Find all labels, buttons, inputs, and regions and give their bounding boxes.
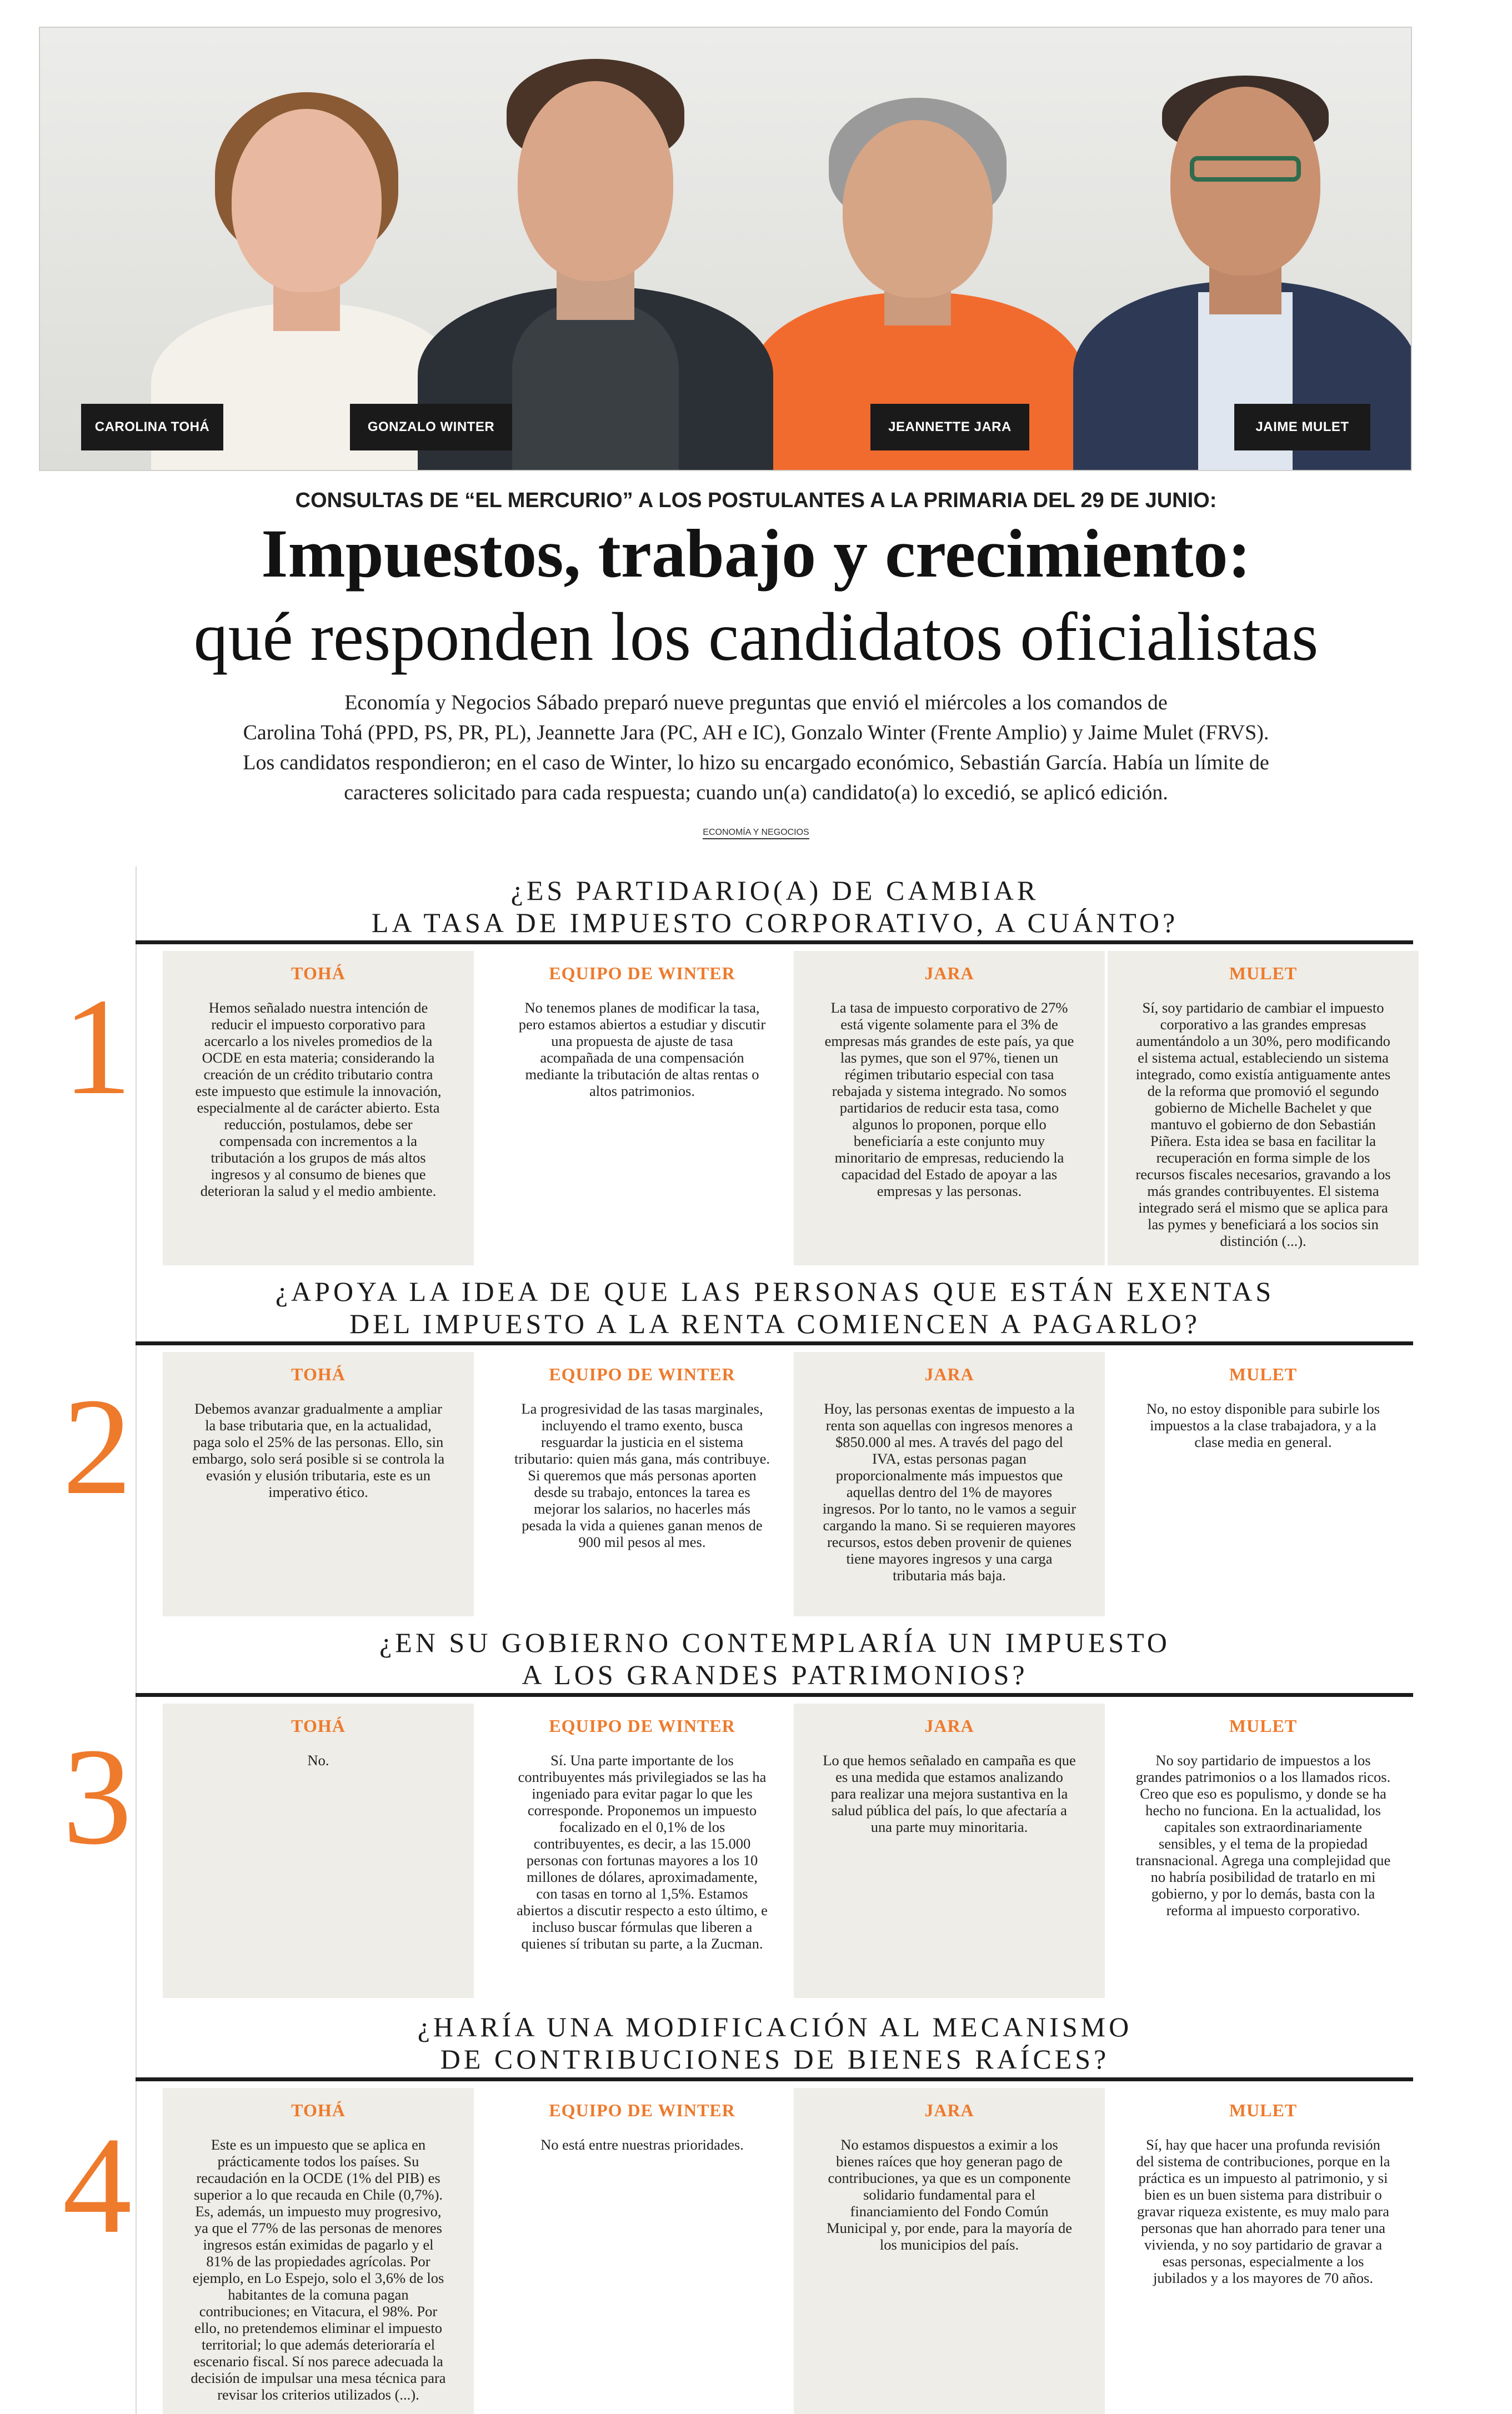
- q3-answer-mulet: [1108, 1704, 1419, 1998]
- q3-head-jara: JARA: [924, 1716, 974, 1736]
- q4-head-winter: EQUIPO DE WINTER: [549, 2100, 735, 2120]
- q2-answer-mulet: [1108, 1352, 1419, 1616]
- question-2-line-2: DEL IMPUESTO A LA RENTA COMIENCEN A PAGARLO?: [349, 1308, 1200, 1339]
- q1-head-toha: TOHÁ: [291, 963, 346, 983]
- q4-head-toha: TOHÁ: [291, 2100, 346, 2120]
- question-1-line-1: ¿ES PARTIDARIO(A) DE CAMBIAR: [510, 875, 1039, 906]
- q3-text-toha: No.: [307, 1752, 329, 1769]
- q1-text-mulet: Sí, soy partidario de cambiar el impuesto corporativo a las grandes empresas aumentándolo a un 30%, pero modificando el sistema actual, estableciendo un sistema integrado, como existía antiguamente antes de la reforma que promovió el segundo gobierno de Michelle Bachelet y que mantuvo el gobierno de don Sebastián Piñera. Esta idea se basa en facilitar la recuperación en forma simple de los recursos fiscales necesarios, gravando a los más grandes contribuyentes. El sistema integrado será el mismo que se aplica para las pymes y beneficiará a los socios sin distinción (...).: [1135, 999, 1391, 1249]
- question-3-rule: [136, 1693, 1413, 1697]
- q3-text-winter: Sí. Una parte importante de los contribuyentes más privilegiados se las ha ingeniado para evitar pagar lo que les corresponde. Proponemos un impuesto focalizado en el 0,1% de los contribuyentes, es decir, a las 15.000 personas con fortunas mayores a los 10 millones de dólares, aproximadamente, con tasas en torno al 1,5%. Estamos abiertos a discutir respecto a esto último, e incluso buscar fórmulas que liberen a quienes sí tributan su parte, a la Zucman.: [517, 1752, 768, 1952]
- question-4-title: [139, 2011, 1411, 2075]
- question-1-number: 1: [62, 970, 132, 1124]
- question-3-line-2: A LOS GRANDES PATRIMONIOS?: [522, 1659, 1028, 1690]
- q1-head-mulet: MULET: [1229, 963, 1298, 983]
- q2-head-mulet: MULET: [1229, 1364, 1298, 1384]
- q4-answer-mulet: [1108, 2088, 1419, 2414]
- question-1-rule: [136, 940, 1413, 944]
- intro-paragraph: [167, 688, 1345, 808]
- q1-answer-winter: [487, 951, 798, 1265]
- question-4-line-1: ¿HARÍA UNA MODIFICACIÓN AL MECANISMO: [417, 2011, 1133, 2042]
- q2-text-mulet: No, no estoy disponible para subirle los impuestos a la clase trabajadora, y a la clase media en general.: [1146, 1400, 1380, 1450]
- question-2-line-1: ¿APOYA LA IDEA DE QUE LAS PERSONAS QUE ESTÁN EXENTAS: [275, 1276, 1275, 1307]
- question-2-number: 2: [62, 1370, 132, 1524]
- q3-head-toha: TOHÁ: [291, 1716, 346, 1736]
- section-label: ECONOMÍA Y NEGOCIOS: [703, 828, 809, 839]
- q1-answer-jara: [794, 951, 1105, 1265]
- q4-text-toha: Este es un impuesto que se aplica en prácticamente todos los países. Su recaudación en la OCDE (1% del PIB) es superior a lo que recauda en Chile (0,7%). Es, además, un impuesto muy progresivo, ya que el 77% de las personas de menores ingresos están eximidas de pagarlo y el 81% de las propiedades agrícolas. Por ejemplo, en Lo Espejo, solo el 3,6% de los habitantes de la comuna pagan contribuciones; en Vitacura, el 98%. Por ello, no pretendemos eliminar el impuesto territorial; lo que además deterioraría el escenario fiscal. Sí nos parece adecuada la decisión de impulsar una mesa técnica para revisar los criterios utilizados (...).: [191, 2136, 446, 2403]
- q1-answer-toha: [163, 951, 474, 1265]
- q2-text-winter: La progresividad de las tasas marginales, incluyendo el tramo exento, busca resguardar la justicia en el sistema tributario: quien más gana, más contribuye. Si queremos que más personas aporten desde su trabajo, entonces la tarea es mejorar los salarios, no hacerles más pesada la vida a quienes ganan menos de 900 mil pesos al mes.: [514, 1400, 770, 1550]
- q1-text-toha: Hemos señalado nuestra intención de reducir el impuesto corporativo para acercarlo a los niveles promedios de la OCDE en esta materia; considerando la creación de un crédito tributario contra este impuesto que estimule la innovación, especialmente al de carácter abierto. Esta reducción, postulamos, debe ser compensada con incrementos a la tributación a los grupos de más altos ingresos y al consumo de bienes que deterioran la salud y el medio ambiente.: [195, 999, 442, 1199]
- candidates-photo: [39, 27, 1412, 471]
- q4-answer-winter: [487, 2088, 798, 2414]
- q1-head-winter: EQUIPO DE WINTER: [549, 963, 735, 983]
- q2-text-toha: Debemos avanzar gradualmente a ampliar la base tributaria que, en la actualidad, paga solo el 25% de las personas. Ello, sin embargo, solo será posible si se controla la evasión y elusión tributaria, este es un imperativo ético.: [192, 1400, 445, 1500]
- q3-answer-jara: [794, 1704, 1105, 1998]
- q1-text-winter: No tenemos planes de modificar la tasa, pero estamos abiertos a estudiar y discutir una propuesta de ajuste de tasa acompañada de una compensación mediante la tributación de altas rentas o altos patrimonios.: [518, 999, 766, 1099]
- question-3-title: [139, 1626, 1411, 1691]
- headline-line-1: Impuestos, trabajo y crecimiento:: [261, 515, 1251, 592]
- q2-head-jara: JARA: [924, 1364, 974, 1384]
- name-tag-jara: JEANNETTE JARA: [870, 404, 1029, 450]
- q3-text-mulet: No soy partidario de impuestos a los grandes patrimonios o a los llamados ricos. Creo que eso es populismo, y donde se ha hecho no funciona. En la actualidad, los capitales son extraordinariamente sensibles, y el tema de la propiedad transnacional. Agrega una complejidad que no habría posibilidad de tratarlo en mi gobierno, y por lo demás, basta con la reforma al impuesto corporativo.: [1135, 1752, 1391, 1919]
- intro-line: caracteres solicitado para cada respuesta; cuando un(a) candidato(a) lo excedió, se aplicó edición.: [344, 781, 1168, 804]
- q4-text-winter: No está entre nuestras prioridades.: [540, 2136, 744, 2153]
- intro-line: Los candidatos respondieron; en el caso de Winter, lo hizo su encargado económico, Sebastián García. Había un límite de: [243, 751, 1269, 774]
- q2-answer-winter: [487, 1352, 798, 1616]
- question-2-title: [139, 1275, 1411, 1340]
- q2-head-winter: EQUIPO DE WINTER: [549, 1364, 735, 1384]
- q4-head-mulet: MULET: [1229, 2100, 1298, 2120]
- q4-text-jara: No estamos dispuestos a eximir a los bienes raíces que hoy generan pago de contribuciones, ya que es un componente solidario fundamental para el financiamiento del Fondo Común Municipal y, por ende, para la mayoría de los municipios del país.: [827, 2136, 1072, 2253]
- question-4-number: 4: [62, 2109, 132, 2262]
- question-4-line-2: DE CONTRIBUCIONES DE BIENES RAÍCES?: [440, 2044, 1110, 2075]
- q3-answer-toha: [163, 1704, 474, 1998]
- question-4-rule: [136, 2077, 1413, 2081]
- question-1-title: [139, 874, 1411, 939]
- headline-line-2: qué responden los candidatos oficialistas: [193, 599, 1319, 675]
- q2-text-jara: Hoy, las personas exentas de impuesto a la renta son aquellas con ingresos menores a $850.000 al mes. A través del pago del IVA, estas personas pagan proporcionalmente más impuestos que aquellas dentro del 1% de mayores ingresos. Por lo tanto, no le vamos a seguir cargando la mano. Si se requieren mayores recursos, estos deben provenir de quienes tiene mayores ingresos y una carga tributaria más baja.: [822, 1400, 1077, 1584]
- q2-answer-toha: [163, 1352, 474, 1616]
- question-3-line-1: ¿EN SU GOBIERNO CONTEMPLARÍA UN IMPUESTO: [379, 1627, 1170, 1658]
- q4-answer-toha: [163, 2088, 474, 2414]
- q4-text-mulet: Sí, hay que hacer una profunda revisión del sistema de contribuciones, porque en la práctica es un impuesto al patrimonio, y si bien es un buen sistema para distribuir o gravar riqueza existente, es muy malo para personas que han ahorrado para tener una vivienda, y no soy partidario de gravar a esas personas, especialmente a los jubilados y a los mayores de 70 años.: [1136, 2136, 1390, 2286]
- q4-answer-jara: [794, 2088, 1105, 2414]
- name-tag-winter: GONZALO WINTER: [350, 404, 512, 450]
- q2-answer-jara: [794, 1352, 1105, 1616]
- kicker: CONSULTAS DE “EL MERCURIO” A LOS POSTULANTES A LA PRIMARIA DEL 29 DE JUNIO:: [295, 489, 1217, 512]
- name-tag-mulet: JAIME MULET: [1234, 404, 1370, 450]
- q4-head-jara: JARA: [924, 2100, 974, 2120]
- intro-line: Economía y Negocios Sábado preparó nueve preguntas que envió el miércoles a los comandos de: [344, 691, 1168, 714]
- section-tag: [0, 828, 1512, 838]
- q3-text-jara: Lo que hemos señalado en campaña es que es una medida que estamos analizando para realizar una mejora sustantiva en la salud pública del país, lo que afectaría a una parte muy minoritaria.: [823, 1752, 1076, 1835]
- q1-head-jara: JARA: [924, 963, 974, 983]
- question-3-number: 3: [62, 1720, 132, 1874]
- q1-text-jara: La tasa de impuesto corporativo de 27% está vigente solamente para el 3% de empresas más grandes de este país, ya que las pymes, que son el 97%, tienen un régimen tributario especial con tasa rebajada y sistema integrado. No somos partidarios de reducir esta tasa, como algunos lo proponen, porque ello beneficiaría a este conjunto muy minoritario de empresas, reduciendo la capacidad del Estado de apoyar a las empresas y las personas.: [824, 999, 1074, 1199]
- intro-line: Carolina Tohá (PPD, PS, PR, PL), Jeannette Jara (PC, AH e IC), Gonzalo Winter (Frente Amplio) y Jaime Mulet (FRVS).: [243, 721, 1269, 744]
- q2-head-toha: TOHÁ: [291, 1364, 346, 1384]
- question-2-rule: [136, 1341, 1413, 1345]
- q3-head-mulet: MULET: [1229, 1716, 1298, 1736]
- q1-answer-mulet: [1108, 951, 1419, 1265]
- question-1-line-2: LA TASA DE IMPUESTO CORPORATIVO, A CUÁNTO?: [371, 907, 1179, 938]
- q3-head-winter: EQUIPO DE WINTER: [549, 1716, 735, 1736]
- name-tag-toha: CAROLINA TOHÁ: [81, 404, 223, 450]
- q3-answer-winter: [487, 1704, 798, 1998]
